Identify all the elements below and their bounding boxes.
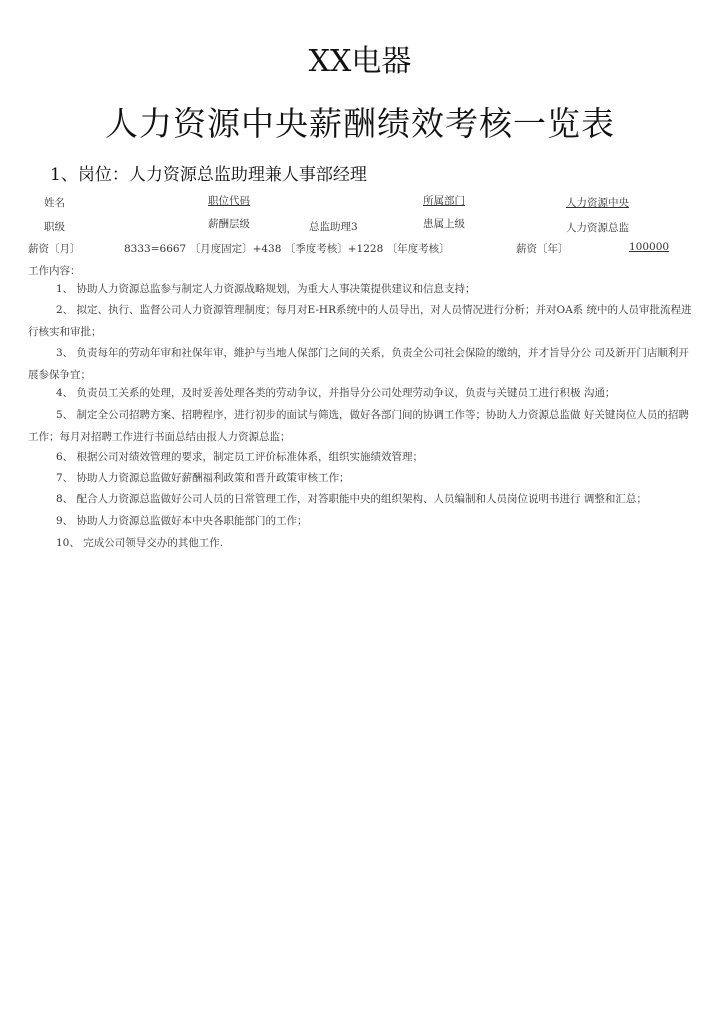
pay-level-label: 薪酬层级: [208, 218, 250, 230]
department-label: 所属部门: [423, 195, 465, 207]
annual-salary-value: 100000: [629, 241, 670, 253]
name-label: 姓名: [44, 197, 65, 209]
work-item-3: 3、 负责每年的劳动年审和社保年审，維护与当地人保部门之间的关系，负责全公司社会保险的缴纳，并才旨导分公 司及新开门店顺利开展参保争宜；: [28, 347, 689, 381]
work-item-8: 8、 配合人力资源总监做好公司人员的日常管理工作，对答职能中央的组织架构、人员编制和人员岗位说明书进行 调整和汇总；: [56, 493, 647, 505]
work-item-5: 5、 制定全公司招聘方案、招聘程序，进行初步的面试与筛选，做好各部门间的协调工作等；协助人力资源总监做 好关键岗位人员的招聘工作；每月对招聘工作进行书面总结由报人力资源总监；: [28, 409, 689, 443]
work-item-1: 1、 协助人力资源总监参与制定人力资源战略规划，为重大人事决策提供建议和信息支持；: [56, 283, 476, 295]
level-label: 职级: [44, 221, 65, 233]
superior-value: 人力资源总监: [566, 222, 629, 234]
work-item-10: 10、 完成公司领导交办的其他工作.: [56, 537, 224, 549]
monthly-salary-formula: 8333=6667 〔月度固定〕+438 〔季度考核〕+1228 〔年度考核〕: [124, 243, 450, 255]
work-item-4: 4、 负责员工关系的处理，及时妥善处理各类的劳动争议，并指导分公司处理劳动争议，负责与关键员工进行积极 沟通；: [56, 387, 616, 399]
position-code-label: 职位代码: [208, 195, 250, 207]
monthly-salary-label: 薪资〔月〕: [28, 243, 81, 255]
pay-level-value: 总监助理3: [309, 221, 358, 233]
work-item-9: 9、 协助人力资源总监做好本中央各职能部门的工作；: [56, 515, 308, 527]
work-item-2: 2、 拟定、执行、监督公司人力资源管理制度；每月对E-HR系统中的人员导出，对人员情况进行分析；并对OA系 统中的人员审批流程进行核实和审批；: [28, 304, 692, 338]
superior-label: 患属上级: [423, 218, 465, 230]
work-content-label: 工作内容：: [28, 265, 81, 277]
page-title: 人力资源中央薪酬绩效考核一览表: [105, 104, 615, 143]
section-heading: 1、岗位：人力资源总监助理兼人事部经理: [50, 165, 367, 185]
company-title: XX电器: [308, 44, 412, 79]
annual-salary-label: 薪资〔年〕: [516, 243, 569, 255]
work-item-6: 6、 根据公司对绩效管理的要求，制定员工评价标准体系，组织实施绩效管理；: [56, 451, 424, 463]
department-value: 人力资源中央: [566, 197, 629, 209]
work-item-7: 7、 协助人力资源总监做好薪酬福利政策和晋升政策审核工作；: [56, 472, 350, 484]
